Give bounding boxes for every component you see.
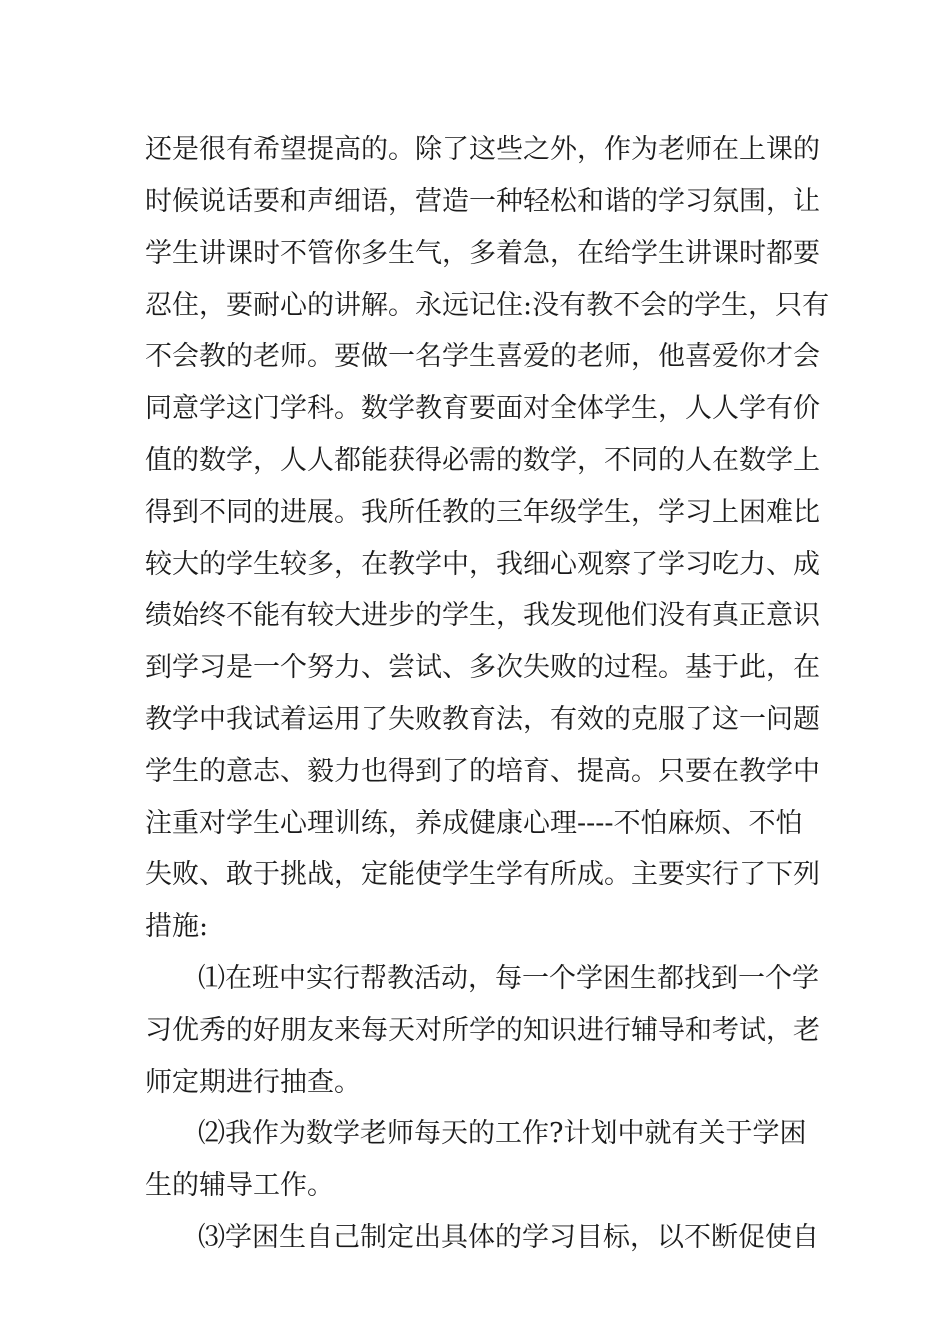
text-line: 得到不同的进展。我所任教的三年级学生，学习上困难比 (145, 497, 820, 528)
text-line: 绩始终不能有较大进步的学生，我发现他们没有真正意识 (145, 600, 820, 631)
text-line: 不会教的老师。要做一名学生喜爱的老师，他喜爱你才会 (145, 341, 820, 372)
text-line: 值的数学，人人都能获得必需的数学，不同的人在数学上 (145, 445, 820, 476)
text-line: 注重对学生心理训练，养成健康心理----不怕麻烦、不怕 (145, 808, 803, 839)
text-line: 习优秀的好朋友来每天对所学的知识进行辅导和考试，老 (145, 1015, 820, 1046)
text-line: 同意学这门学科。数学教育要面对全体学生，人人学有价 (145, 393, 820, 424)
text-line: 学生讲课时不管你多生气，多着急，在给学生讲课时都要 (145, 238, 820, 269)
text-line: 学生的意志、毅力也得到了的培育、提高。只要在教学中 (145, 756, 820, 787)
list-item-2-line: ⑵我作为数学老师每天的工作?计划中就有关于学困 (198, 1118, 807, 1149)
text-line: 教学中我试着运用了失败教育法，有效的克服了这一问题 (145, 704, 820, 735)
text-line: 到学习是一个努力、尝试、多次失败的过程。基于此，在 (145, 652, 820, 683)
text-line: 时候说话要和声细语，营造一种轻松和谐的学习氛围，让 (145, 186, 820, 217)
text-line: 较大的学生较多，在教学中，我细心观察了学习吃力、成 (145, 549, 820, 580)
text-line: 还是很有希望提高的。除了这些之外，作为老师在上课的 (145, 134, 820, 165)
text-line: 师定期进行抽查。 (145, 1067, 361, 1098)
list-item-3-line: ⑶学困生自己制定出具体的学习目标，以不断促使自 (198, 1222, 819, 1253)
list-item-1-line: ⑴在班中实行帮教活动，每一个学困生都找到一个学 (198, 963, 819, 994)
text-line: 忍住，要耐心的讲解。永远记住:没有教不会的学生，只有 (145, 290, 830, 321)
text-line: 失败、敢于挑战，定能使学生学有所成。主要实行了下列 (145, 859, 820, 890)
text-line: 生的辅导工作。 (145, 1170, 334, 1201)
text-line: 措施: (145, 911, 209, 942)
